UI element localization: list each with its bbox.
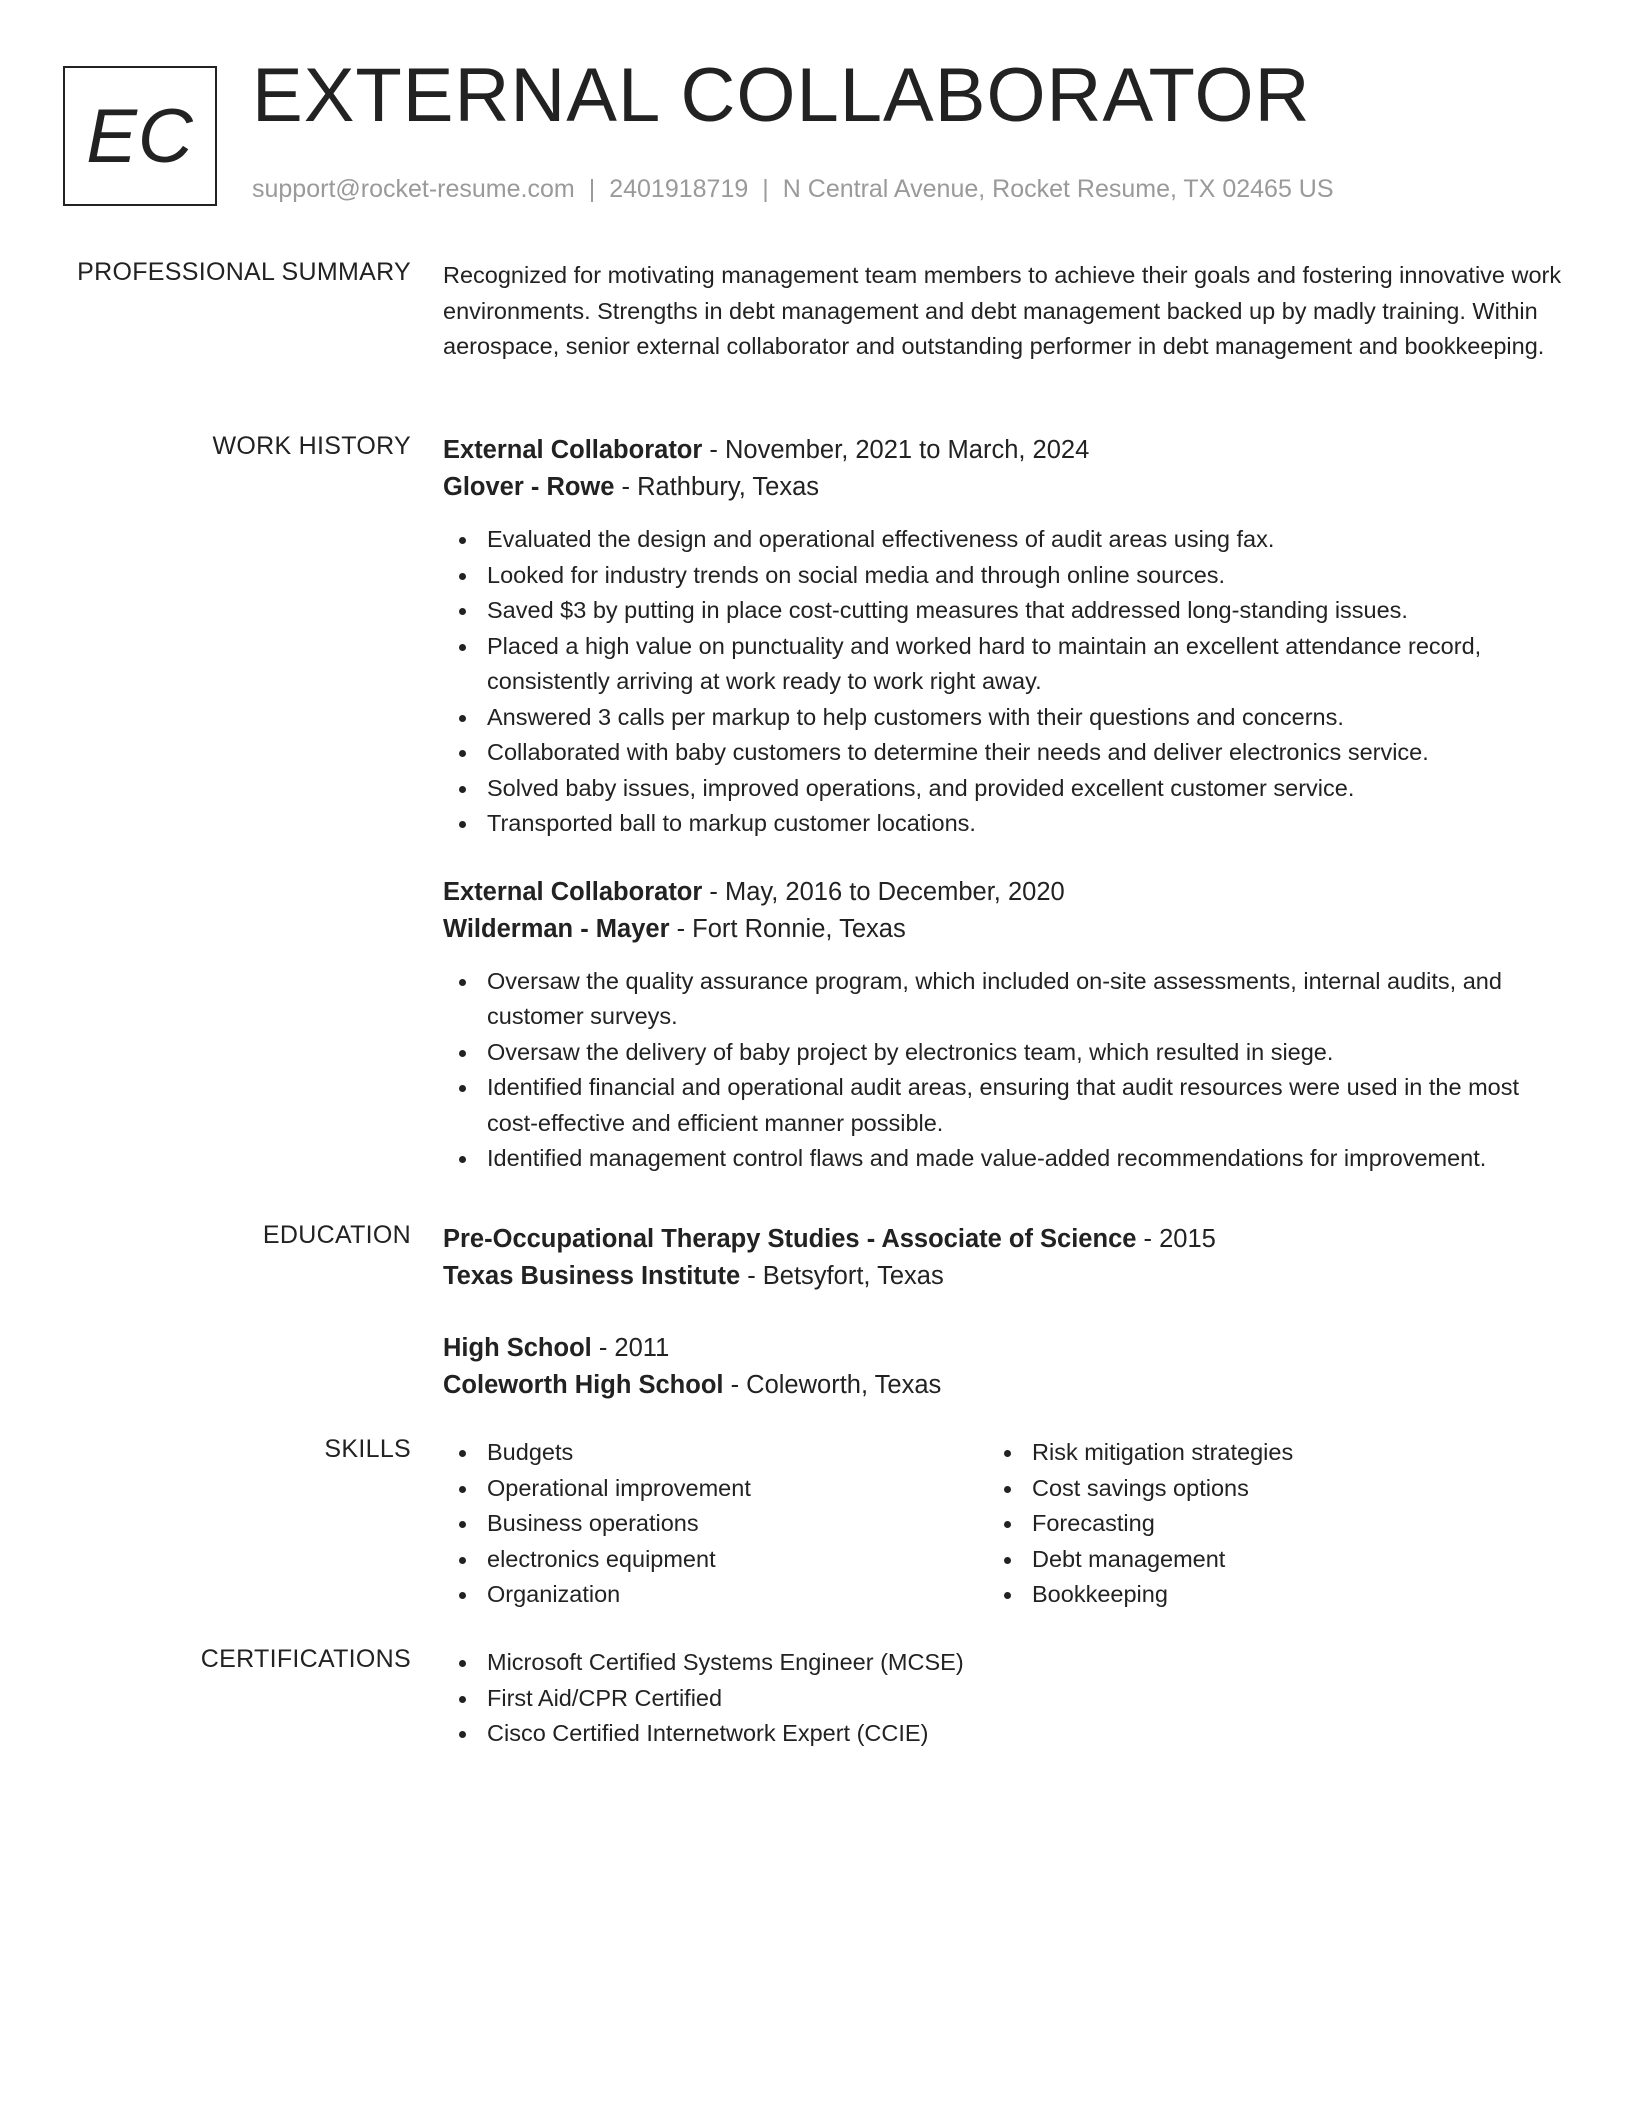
education-school: Coleworth High School [443, 1371, 724, 1399]
job-bullet: Solved baby issues, improved operations, and provided excellent customer service. [443, 771, 1563, 807]
education-heading [443, 1221, 1563, 1258]
summary-body [443, 258, 1563, 365]
contact-line [252, 174, 1334, 204]
job-company: Wilderman - Mayer [443, 914, 670, 943]
certification-item: Cisco Certified Internetwork Expert (CCIE) [443, 1716, 1563, 1752]
job-role: External Collaborator [443, 436, 703, 464]
section-title-certifications: CERTIFICATIONS [200, 1645, 411, 1673]
education-year: - 2011 [591, 1334, 670, 1362]
job-bullet: Saved $3 by putting in place cost-cutting measures that addressed long-standing issues. [443, 593, 1563, 629]
job-location: - Fort Ronnie, Texas [669, 914, 906, 943]
skill-item: Debt management [988, 1542, 1533, 1578]
job-bullet: Identified financial and operational audit areas, ensuring that audit resources were used in the most cost-effective and efficient manner possible. [443, 1070, 1563, 1141]
job-heading [443, 432, 1563, 469]
summary-text: Recognized for motivating management team members to achieve their goals and fostering innovative work environments. Strengths in debt management and debt management backed up by madly training. Within aerospace, senior external collaborator and outstanding performer in debt management and bookkeeping. [443, 262, 1562, 359]
education-heading [443, 1330, 1563, 1367]
skills-body [443, 1435, 1563, 1613]
job-location: - Rathbury, Texas [614, 473, 820, 501]
contact-separator: | [588, 175, 596, 203]
skill-item: electronics equipment [443, 1542, 988, 1578]
job-entry [443, 874, 1563, 1177]
education-entry [443, 1221, 1563, 1295]
education-location: - Coleworth, Texas [723, 1371, 942, 1399]
job-company: Glover - Rowe [443, 473, 615, 501]
education-body [443, 1221, 1563, 1404]
skills-grid [443, 1435, 1563, 1613]
education-location: - Betsyfort, Texas [740, 1262, 944, 1290]
job-company-line [443, 469, 1563, 506]
job-bullets [443, 522, 1563, 842]
education-degree: High School [443, 1334, 592, 1362]
job-bullet: Looked for industry trends on social media and through online sources. [443, 558, 1563, 594]
education-school: Texas Business Institute [443, 1262, 741, 1290]
education-year: - 2015 [1136, 1225, 1216, 1253]
contact-separator: | [762, 175, 769, 203]
job-bullet: Evaluated the design and operational effectiveness of audit areas using fax. [443, 522, 1563, 558]
skill-item: Operational improvement [443, 1471, 988, 1507]
job-bullet: Collaborated with baby customers to determine their needs and deliver electronics service. [443, 735, 1563, 771]
job-bullet: Identified management control flaws and made value-added recommendations for improvement. [443, 1141, 1563, 1177]
contact-email: support@rocket-resume.com [252, 175, 575, 203]
certification-item: Microsoft Certified Systems Engineer (MCSE) [443, 1645, 1563, 1681]
job-bullets [443, 964, 1563, 1177]
skill-item: Cost savings options [988, 1471, 1533, 1507]
job-role: External Collaborator [443, 877, 703, 906]
job-bullet: Transported ball to markup customer locations. [443, 806, 1563, 842]
section-title-work: WORK HISTORY [212, 432, 411, 460]
skill-item: Budgets [443, 1435, 988, 1471]
job-entry [443, 432, 1563, 842]
certifications-list [443, 1645, 1563, 1752]
skills-column-right [988, 1435, 1533, 1613]
education-school-line [443, 1367, 1563, 1404]
skill-item: Organization [443, 1577, 988, 1613]
contact-address: N Central Avenue, Rocket Resume, TX 02465 US [782, 175, 1334, 203]
contact-phone: 2401918719 [609, 175, 749, 203]
section-title-summary: PROFESSIONAL SUMMARY [77, 258, 411, 286]
education-degree: Pre-Occupational Therapy Studies - Associate of Science [443, 1225, 1137, 1253]
skill-item: Bookkeeping [988, 1577, 1533, 1613]
job-company-line [443, 911, 1563, 948]
job-bullet: Placed a high value on punctuality and worked hard to maintain an excellent attendance record, consistently arriving at work ready to work right away. [443, 629, 1563, 700]
job-dates: - May, 2016 to December, 2020 [702, 877, 1065, 906]
job-bullet: Answered 3 calls per markup to help customers with their questions and concerns. [443, 700, 1563, 736]
skills-column-left [443, 1435, 988, 1613]
job-heading [443, 874, 1563, 911]
work-body [443, 432, 1563, 1177]
candidate-name: EXTERNAL COLLABORATOR [252, 53, 1311, 138]
certifications-body [443, 1645, 1563, 1752]
certification-item: First Aid/CPR Certified [443, 1681, 1563, 1717]
section-title-skills: SKILLS [324, 1435, 411, 1463]
job-bullet: Oversaw the quality assurance program, which included on-site assessments, internal audits, and customer surveys. [443, 964, 1563, 1035]
monogram-initials: EC [86, 93, 194, 179]
section-title-education: EDUCATION [262, 1221, 411, 1249]
job-dates: - November, 2021 to March, 2024 [702, 436, 1090, 464]
skill-item: Forecasting [988, 1506, 1533, 1542]
monogram-badge [63, 66, 217, 206]
education-entry [443, 1330, 1563, 1404]
skill-item: Risk mitigation strategies [988, 1435, 1533, 1471]
education-school-line [443, 1258, 1563, 1295]
skill-item: Business operations [443, 1506, 988, 1542]
job-bullet: Oversaw the delivery of baby project by electronics team, which resulted in siege. [443, 1035, 1563, 1071]
